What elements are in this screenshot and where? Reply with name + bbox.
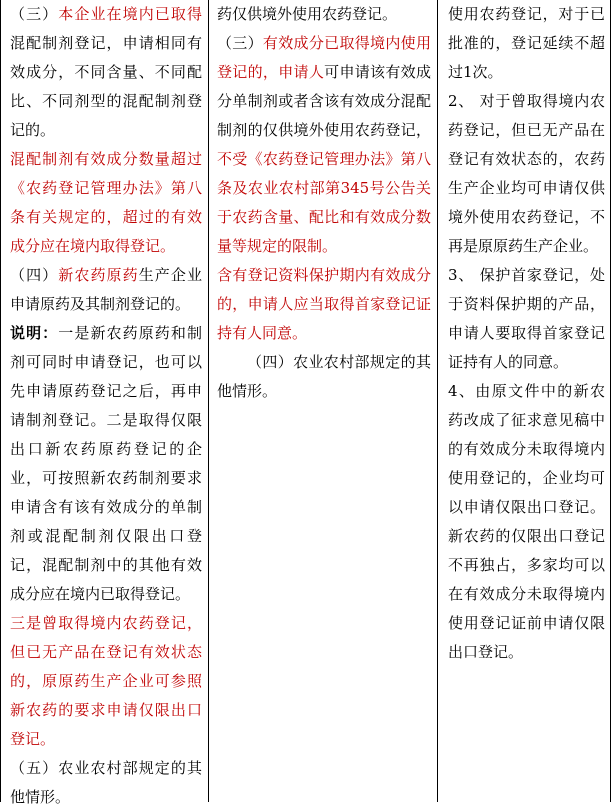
highlight-text: 本企业在境内已取得 bbox=[58, 5, 202, 23]
paragraph-new-pesticide bbox=[10, 261, 202, 319]
paragraph-other-cases: （五）农业农村部规定的其他情形。 bbox=[10, 759, 202, 806]
paragraph-note bbox=[10, 319, 202, 609]
change-note-2: 2、 对于曾取得境内农药登记，但已无产品在登记有效状态的，农药生产企业均可申请仅供境外使用农药登记，不再是原原药生产企业。 bbox=[448, 92, 605, 255]
change-note-4: 4、由原文件中的新农药改成了征求意见稿中的有效成分未取得境内使用登记的，企业均可以申请仅限出口登记。新农药的仅限出口登记不再独占，多家均可以在有效成分未取得境内使用登记证前申请仅限出口登记。 bbox=[448, 382, 605, 661]
paragraph-data-protection: 含有登记资料保护期内有效成分的，申请人应当取得首家登记证持有人同意。 bbox=[217, 266, 431, 342]
table-column-original bbox=[2, 0, 209, 806]
body-text: 生产企业申请原药及其制剂登记的。 bbox=[10, 266, 202, 313]
body-text: 混配制剂登记，申请相同有效成分，不同含量、不同配比、不同剂型的混配制剂登记的。 bbox=[10, 34, 202, 139]
change-note-renewal: 使用农药登记，对于已批准的，登记延续不超过1次。 bbox=[448, 5, 605, 81]
note-text: 一是新农药原药和制剂可同时申请登记，也可以先申请原药登记之后，再申请制剂登记。二是取得仅限出口新农药原药登记的企业，可按照新农药制剂要求申请含有该有效成分的单制剂或混配制剂仅限出口登记，混配制剂中的其他有效成分应在境内已取得登记。 bbox=[10, 324, 202, 603]
paragraph-other-cases: （四）农业农村部规定的其他情形。 bbox=[217, 353, 431, 400]
table-column-changes bbox=[438, 0, 611, 802]
highlight-text: 不受《农药登记管理办法》第八条及农业农村部第345号公告关于农药含量、配比和有效成分数量等规定的限制。 bbox=[217, 150, 431, 255]
table-column-draft bbox=[209, 0, 438, 802]
note-label: 说明： bbox=[10, 324, 59, 342]
highlight-text: 新农药原药 bbox=[58, 266, 139, 284]
body-text: 可申请该有效成分单制剂或者含该有效成分混配制剂的仅供境外使用农药登记， bbox=[217, 63, 431, 139]
paragraph-domestic-mixture bbox=[10, 0, 202, 145]
change-note-3: 3、 保护首家登记，处于资料保护期的产品，申请人要取得首家登记证持有人的同意。 bbox=[448, 266, 605, 371]
item-prefix: （三） bbox=[217, 34, 263, 52]
paragraph-registered-ingredient bbox=[217, 29, 431, 261]
paragraph-note-third: 三是曾取得境内农药登记，但已无产品在登记有效状态的，原原药生产企业可参照新农药的要求申请仅限出口登记。 bbox=[10, 614, 202, 748]
paragraph-continuation: 药仅供境外使用农药登记。 bbox=[217, 5, 398, 23]
highlight-text: 有效成分已取得境内使用登记的，申请人 bbox=[217, 34, 431, 81]
item-prefix: （四） bbox=[10, 266, 59, 284]
item-prefix: （三） bbox=[10, 5, 59, 23]
paragraph-mixture-count: 混配制剂有效成分数量超过《农药登记管理办法》第八条有关规定的，超过的有效成分应在境内取得登记。 bbox=[10, 150, 202, 255]
